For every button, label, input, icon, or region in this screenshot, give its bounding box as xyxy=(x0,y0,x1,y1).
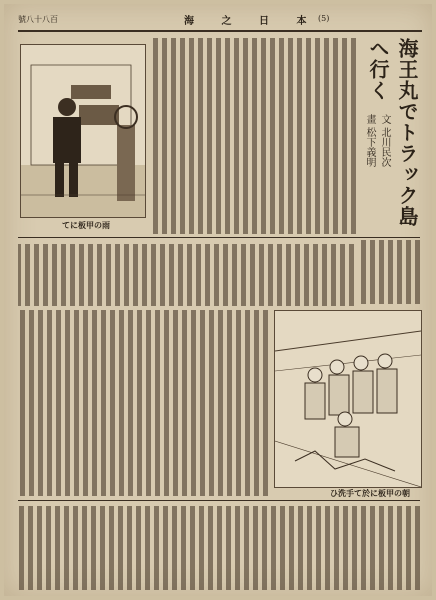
newspaper-page xyxy=(4,4,432,596)
deck-crew-illustration-icon xyxy=(275,311,421,487)
byline-illustrator: 畫 松下義明 xyxy=(364,114,375,168)
page-header xyxy=(18,12,422,32)
body-text-right-lower xyxy=(358,240,420,304)
issue-number: 號八十八百 xyxy=(18,15,58,24)
bottom-listing-band xyxy=(18,506,420,590)
body-text-top-right xyxy=(150,38,356,234)
body-text-lower-left xyxy=(18,310,268,496)
article-title: 海王丸でトラック島へ行く xyxy=(366,38,419,227)
illustration-bottom xyxy=(274,310,422,488)
footer-divider xyxy=(18,500,420,501)
masthead-title: 海 之 日 本 xyxy=(184,16,319,27)
section-divider xyxy=(18,237,420,238)
caption-top-illustration: てに板甲の雨 xyxy=(62,220,110,230)
caption-bottom-illustration: ひ洗手て於に板甲の朝 xyxy=(330,488,410,498)
illustration-top xyxy=(20,44,146,218)
article-byline xyxy=(360,114,392,234)
page-number: (5) xyxy=(318,14,330,23)
byline-author: 文 北川民次 xyxy=(379,114,390,168)
body-text-middle xyxy=(18,244,354,306)
sailor-figure-illustration-icon xyxy=(21,45,145,217)
